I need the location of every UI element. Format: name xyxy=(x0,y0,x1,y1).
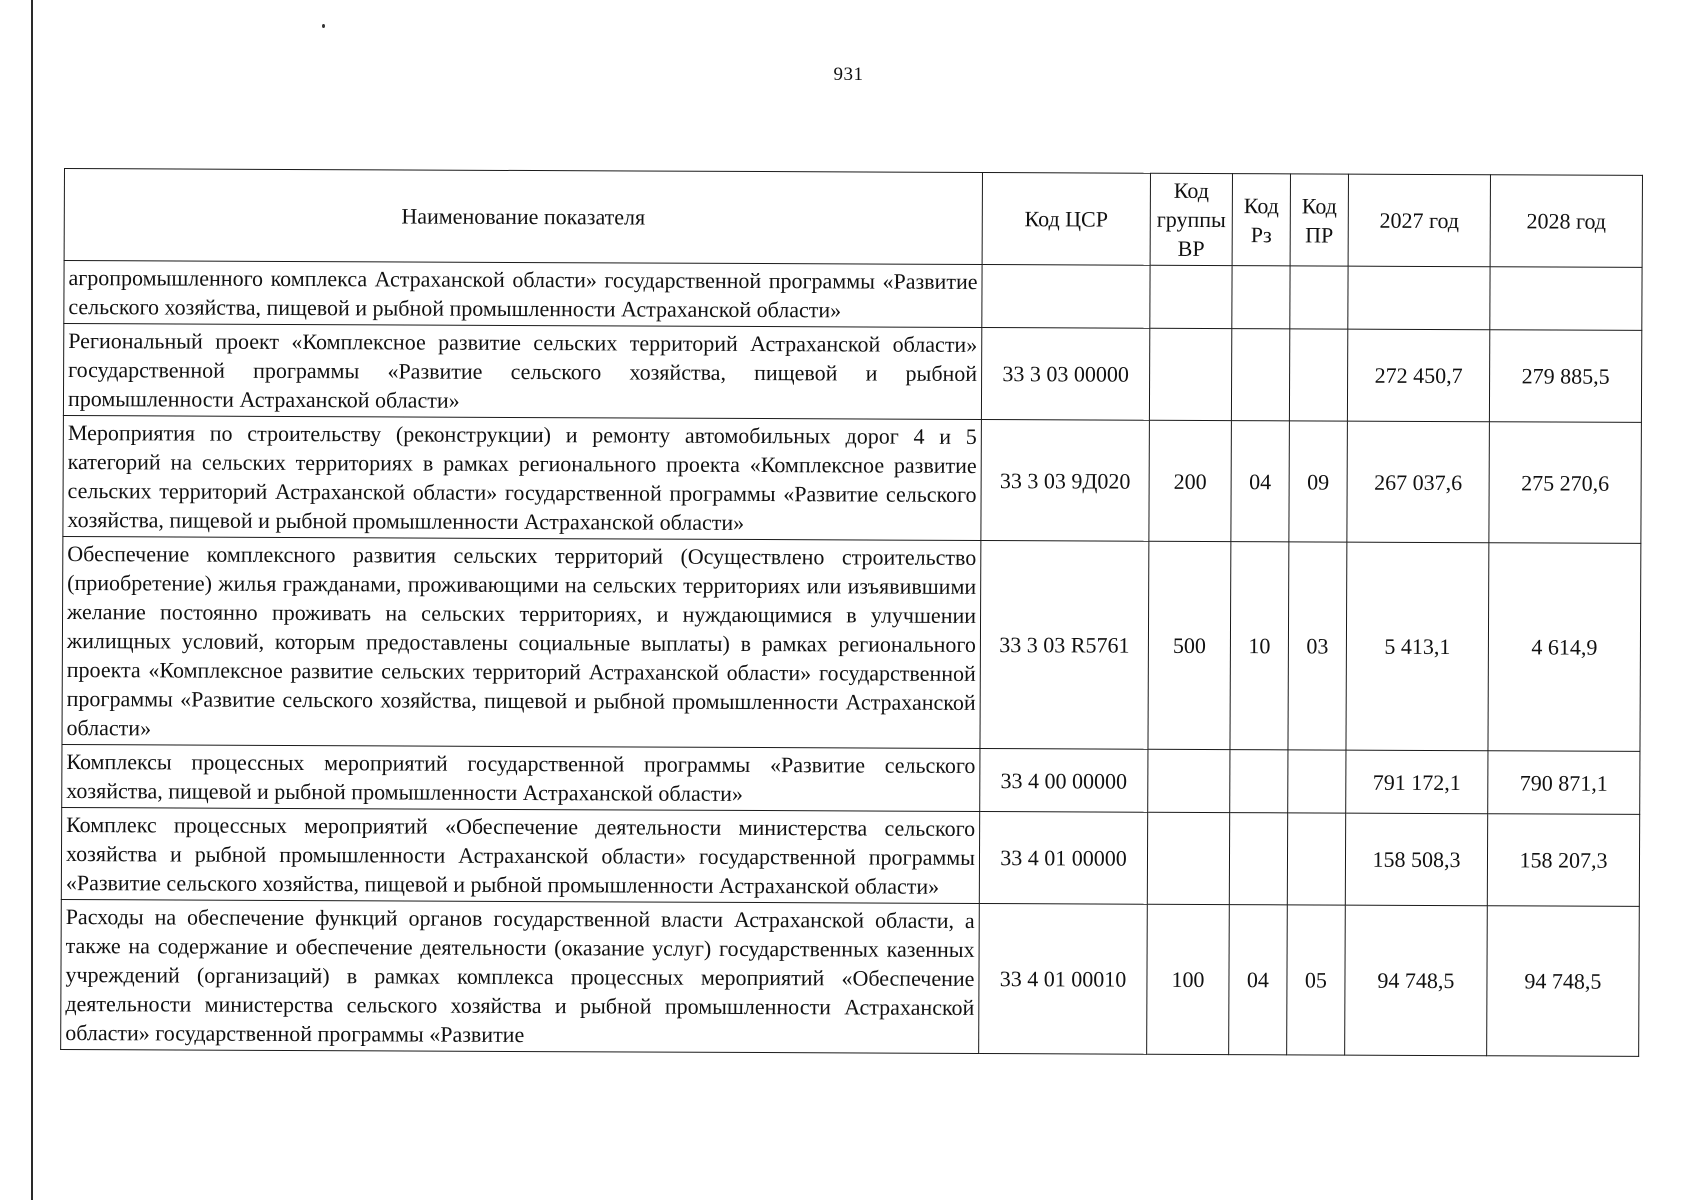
row-name: Комплексы процессных мероприятий государственной программы «Развитие сельского хозяйства, пищевой и рыбной промышленности Астраханской области» xyxy=(62,744,980,811)
row-name: Региональный проект «Комплексное развитие сельских территорий Астраханской области» государственной программы «Развитие сельского хозяйства, пищевой и рыбной промышленности Астраханской области» xyxy=(63,324,981,420)
row-csr: 33 3 03 R5761 xyxy=(980,541,1149,750)
row-2027: 5 413,1 xyxy=(1346,542,1489,751)
row-name: агропромышленного комплекса Астраханской области» государственной программы «Развитие сельского хозяйства, пищевой и рыбной промышленности Астраханской области» xyxy=(64,261,982,328)
row-2027: 272 450,7 xyxy=(1347,329,1489,422)
row-name: Мероприятия по строительству (реконструкции) и ремонту автомобильных дорог 4 и 5 категорий на сельских территориях в рамках регионального проекта «Комплексное развитие сельских территорий Астраханской области» государственной программы «Развитие сельского хозяйства, пищевой и рыбной промышленности Астраханской области» xyxy=(63,415,982,540)
table-row xyxy=(63,415,1642,543)
row-2028: 4 614,9 xyxy=(1488,543,1641,752)
row-pr: 05 xyxy=(1287,905,1346,1055)
row-pr xyxy=(1287,813,1345,905)
row-2028: 279 885,5 xyxy=(1489,330,1641,423)
row-name: Комплекс процессных мероприятий «Обеспечение деятельности министерства сельского хозяйства и рыбной промышленности Астраханской области» государственной программы «Развитие сельского хозяйства, пищевой и рыбной промышленности Астраханской области» xyxy=(61,807,979,903)
row-2027: 267 037,6 xyxy=(1347,421,1490,543)
row-2027 xyxy=(1348,266,1490,330)
row-rz: 10 xyxy=(1230,542,1289,750)
row-2027: 791 172,1 xyxy=(1346,750,1488,814)
row-csr: 33 4 01 00010 xyxy=(979,904,1148,1055)
row-pr xyxy=(1288,750,1346,813)
scan-speck xyxy=(322,24,325,28)
header-vr: Код группы ВР xyxy=(1150,173,1232,265)
row-rz xyxy=(1232,266,1290,329)
row-2028: 275 270,6 xyxy=(1489,422,1642,544)
row-2027: 158 508,3 xyxy=(1345,813,1487,906)
table-row xyxy=(62,536,1641,751)
row-csr: 33 3 03 9Д020 xyxy=(981,420,1150,542)
page-number: 931 xyxy=(833,64,864,85)
header-2028: 2028 год xyxy=(1490,175,1642,268)
table-row xyxy=(62,744,1640,814)
table-row xyxy=(61,899,1640,1056)
table-header-row xyxy=(64,169,1642,268)
row-rz: 04 xyxy=(1229,905,1288,1055)
row-rz xyxy=(1230,750,1288,813)
row-rz xyxy=(1229,813,1287,905)
row-vr xyxy=(1147,812,1229,904)
header-csr: Код ЦСР xyxy=(982,173,1150,266)
row-vr: 200 xyxy=(1149,420,1232,541)
budget-table-sheet xyxy=(60,168,1642,1057)
row-rz: 04 xyxy=(1231,421,1290,542)
row-csr: 33 3 03 00000 xyxy=(981,328,1149,421)
row-csr: 33 4 00 00000 xyxy=(980,749,1148,813)
table-row xyxy=(64,261,1642,331)
header-2027: 2027 год xyxy=(1348,174,1490,267)
row-2028: 790 871,1 xyxy=(1488,751,1640,815)
row-2028 xyxy=(1490,267,1642,331)
row-pr: 03 xyxy=(1288,542,1347,750)
header-pr: Код ПР xyxy=(1290,174,1348,266)
row-vr xyxy=(1150,265,1232,328)
row-rz xyxy=(1231,329,1289,421)
header-rz: Код Рз xyxy=(1232,174,1290,266)
scan-margin-line xyxy=(31,0,33,1200)
row-pr: 09 xyxy=(1289,421,1348,542)
row-csr xyxy=(982,265,1150,329)
budget-table xyxy=(60,168,1643,1057)
row-vr: 500 xyxy=(1148,541,1231,749)
row-csr: 33 4 01 00000 xyxy=(979,812,1147,905)
row-vr xyxy=(1148,749,1230,812)
row-pr xyxy=(1290,266,1348,329)
row-vr: 100 xyxy=(1147,904,1230,1054)
row-name: Обеспечение комплексного развития сельских территорий (Осуществлено строительство (приобретение) жилья гражданами, проживающими на сельских территориях или изъявившими желание постоянно проживать на сельских территориях, и нуждающимися в улучшении жилищных условий, которым предоставлены социальные выплаты) в рамках регионального проекта «Комплексное развитие сельских территорий Астраханской области» государственной программы «Развитие сельского хозяйства, пищевой и рыбной промышленности Астраханской области» xyxy=(62,536,981,748)
row-name: Расходы на обеспечение функций органов государственной власти Астраханской области, а также на содержание и обеспечение деятельности (оказание услуг) государственных казенных учреждений (организаций) в рамках комплекса процессных мероприятий «Обеспечение деятельности министерства сельского хозяйства и рыбной промышленности Астраханской области» государственной программы «Развитие xyxy=(61,899,980,1053)
row-2028: 158 207,3 xyxy=(1487,814,1639,907)
row-2028: 94 748,5 xyxy=(1487,906,1640,1057)
row-2027: 94 748,5 xyxy=(1345,905,1488,1056)
header-name: Наименование показателя xyxy=(64,169,982,265)
row-pr xyxy=(1289,329,1347,421)
row-vr xyxy=(1149,328,1231,420)
table-row xyxy=(61,807,1639,906)
table-row xyxy=(63,324,1641,423)
